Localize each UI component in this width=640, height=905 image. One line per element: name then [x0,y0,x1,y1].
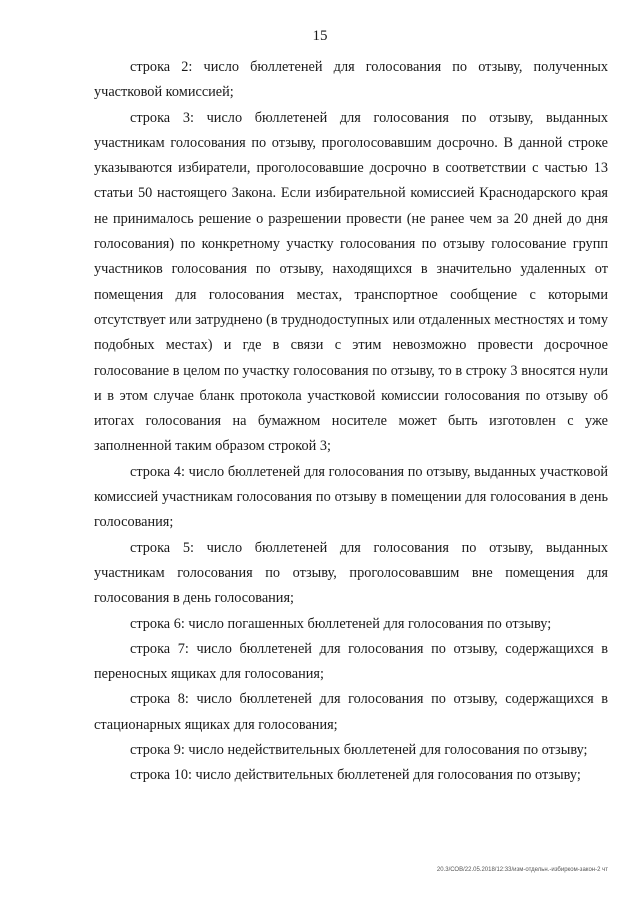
paragraph-line-9: строка 9: число недействительных бюллетеней для голосования по отзыву; [130,742,588,759]
paragraph-line-10: строка 10: число действительных бюллетеней для голосования по отзыву; [130,767,581,784]
document-body [94,55,608,789]
paragraph-line-3: строка 3: число бюллетеней для голосования по отзыву, выданных участникам голосования по отзыву, проголосовавшим досрочно. В данной строке указываются избиратели, проголосовавшие досрочно в соответствии с частью 13 статьи 50 настоящего Закона. Если избирательной комиссией Краснодарского края не принималось решение о разрешении провести (не ранее чем за 20 дней до дня голосования) по конкретному участку голосования по отзыву голосование групп участников голосования по отзыву, находящихся в значительно удаленных от помещения для голосования местах, транспортное сообщение с которыми отсутствует или затруднено (в труднодоступных или отдаленных местностях и тому подобных местах) и где в связи с этим невозможно провести досрочное голосование в целом по участку голосования по отзыву, то в строку 3 вносятся нули и в этом случае бланк протокола участковой комиссии голосования по отзыву об итогах голосования на бумажном носителе может быть изготовлен с уже заполненной таким образом строкой 3; [94,109,608,455]
paragraph-line-5: строка 5: число бюллетеней для голосования по отзыву, выданных участникам голосования по отзыву, проголосовавшим вне помещения для голосования в день голосования; [94,539,608,607]
document-footer: 20.3/СОВ/22.05.2018/12:33/изм-отдельн.-избирком-закон-2 чт [436,867,608,873]
paragraph-line-4: строка 4: число бюллетеней для голосования по отзыву, выданных участковой комиссией участникам голосования по отзыву в помещении для голосования в день голосования; [94,463,608,531]
paragraph-line-2: строка 2: число бюллетеней для голосования по отзыву, полученных участковой комиссией; [94,59,608,101]
paragraph-line-8: строка 8: число бюллетеней для голосования по отзыву, содержащихся в стационарных ящиках для голосования; [94,691,608,733]
paragraph-line-6: строка 6: число погашенных бюллетеней для голосования по отзыву; [130,615,552,632]
paragraph-line-7: строка 7: число бюллетеней для голосования по отзыву, содержащихся в переносных ящиках для голосования; [94,640,608,683]
page-number: 15 [312,28,328,44]
